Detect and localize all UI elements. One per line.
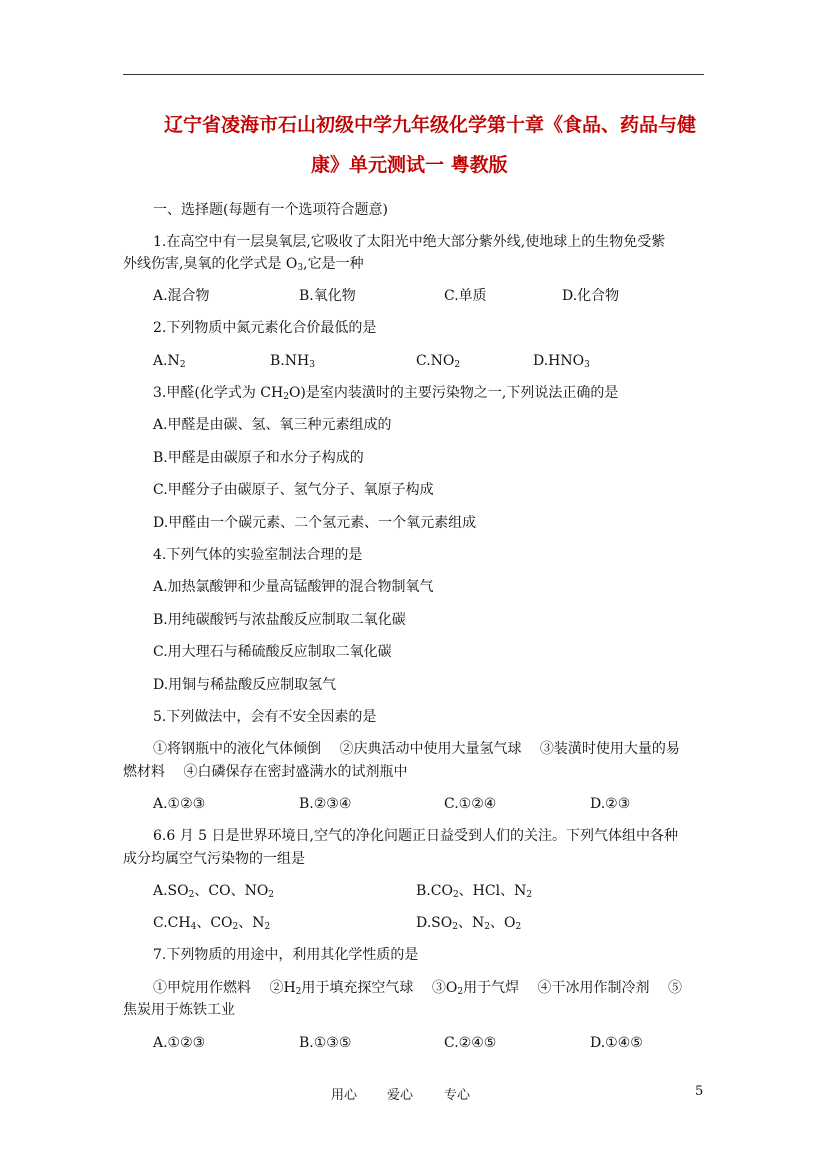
q3-option-b: B.甲醛是由碳原子和水分子构成的 bbox=[153, 450, 364, 466]
q5-items-line2: 燃材料 ④白磷保存在密封盛满水的试剂瓶中 bbox=[123, 764, 408, 780]
header-rule bbox=[123, 74, 704, 75]
q7-items-line2: 焦炭用于炼铁工业 bbox=[123, 1002, 235, 1018]
q6-stem-line1: 6.6 月 5 日是世界环境日,空气的净化问题正日益受到人们的关注。下列气体组中各种 bbox=[153, 828, 678, 844]
q7-items-line1: ①甲烷用作燃料 $②H_2$用于填充探空气球 $③O_2$用于气焊 ④干冰用作制冷剂 ⑤ bbox=[153, 980, 682, 997]
q3-option-a: A.甲醛是由碳、氢、氧三种元素组成的 bbox=[153, 417, 392, 433]
q6-option-c: $C.CH_4$、$CO_2$、$N_2$ bbox=[153, 915, 271, 932]
q1-option-b: B.氧化物 bbox=[299, 288, 356, 304]
q3-stem: 3.甲醛(化学式为 $CH_2O$)是室内装潢时的主要污染物之一,下列说法正确的是 bbox=[153, 385, 619, 402]
page-number: 5 bbox=[695, 1084, 704, 1099]
section-heading: 一、选择题(每题有一个选项符合题意) bbox=[153, 202, 388, 218]
q4-option-c: C.用大理石与稀硫酸反应制取二氧化碳 bbox=[153, 644, 392, 660]
q5-items-line1: ①将钢瓶中的液化气体倾倒 ②庆典活动中使用大量氢气球 ③装潢时使用大量的易 bbox=[153, 741, 680, 757]
q4-stem: 4.下列气体的实验室制法合理的是 bbox=[153, 547, 363, 563]
footer-text-3: 专心 bbox=[444, 1088, 471, 1103]
q7-option-b: B.①③⑤ bbox=[299, 1035, 352, 1051]
q5-option-b: B.②③④ bbox=[299, 796, 352, 812]
q1-option-d: D.化合物 bbox=[562, 288, 620, 304]
q4-option-b: B.用纯碳酸钙与浓盐酸反应制取二氧化碳 bbox=[153, 612, 406, 628]
q1-stem-line2: 外线伤害,臭氧的化学式是 $O_3$,它是一种 bbox=[123, 256, 364, 273]
q1-stem-line1: 1.在高空中有一层臭氧层,它吸收了太阳光中绝大部分紫外线,使地球上的生物免受紫 bbox=[153, 234, 666, 250]
q5-stem: 5.下列做法中，会有不安全因素的是 bbox=[153, 709, 377, 725]
q3-option-d: D.甲醛由一个碳元素、二个氢元素、一个氧元素组成 bbox=[153, 515, 477, 531]
q6-option-b: $B.CO_2$、HCl、$N_2$ bbox=[416, 883, 533, 900]
q2-option-b: $B.NH_3$ bbox=[270, 353, 315, 370]
q5-option-d: D.②③ bbox=[590, 796, 631, 812]
q6-option-d: $D.SO_2$、$N_2$、$O_2$ bbox=[416, 915, 522, 932]
q7-option-c: C.②④⑤ bbox=[444, 1035, 497, 1051]
q7-option-a: A.①②③ bbox=[153, 1035, 206, 1051]
q4-option-a: A.加热氯酸钾和少量高锰酸钾的混合物制氧气 bbox=[153, 579, 434, 595]
doc-title-line2: 康》单元测试一 粤教版 bbox=[311, 154, 508, 176]
q1-option-c: C.单质 bbox=[444, 288, 487, 304]
q5-option-a: A.①②③ bbox=[153, 796, 206, 812]
q6-stem-line2: 成分均属空气污染物的一组是 bbox=[123, 851, 305, 867]
q1-option-a: A.混合物 bbox=[153, 288, 210, 304]
q2-option-a: $A.N_2$ bbox=[153, 353, 186, 370]
q3-option-c: C.甲醛分子由碳原子、氢气分子、氧原子构成 bbox=[153, 482, 434, 498]
q7-stem: 7.下列物质的用途中，利用其化学性质的是 bbox=[153, 947, 419, 963]
footer-text-1: 用心 bbox=[331, 1088, 358, 1103]
q6-option-a: $A.SO_2$、CO、$NO_2$ bbox=[153, 883, 275, 900]
q4-option-d: D.用铜与稀盐酸反应制取氢气 bbox=[153, 677, 337, 693]
q2-option-c: $C.NO_2$ bbox=[416, 353, 461, 370]
q2-option-d: $D.HNO_3$ bbox=[533, 353, 590, 370]
doc-title-line1: 辽宁省凌海市石山初级中学九年级化学第十章《食品、药品与健 bbox=[164, 114, 697, 136]
q7-option-d: D.①④⑤ bbox=[590, 1035, 643, 1051]
q2-stem: 2.下列物质中氮元素化合价最低的是 bbox=[153, 320, 377, 336]
q5-option-c: C.①②④ bbox=[444, 796, 497, 812]
footer-text-2: 爱心 bbox=[387, 1088, 414, 1103]
